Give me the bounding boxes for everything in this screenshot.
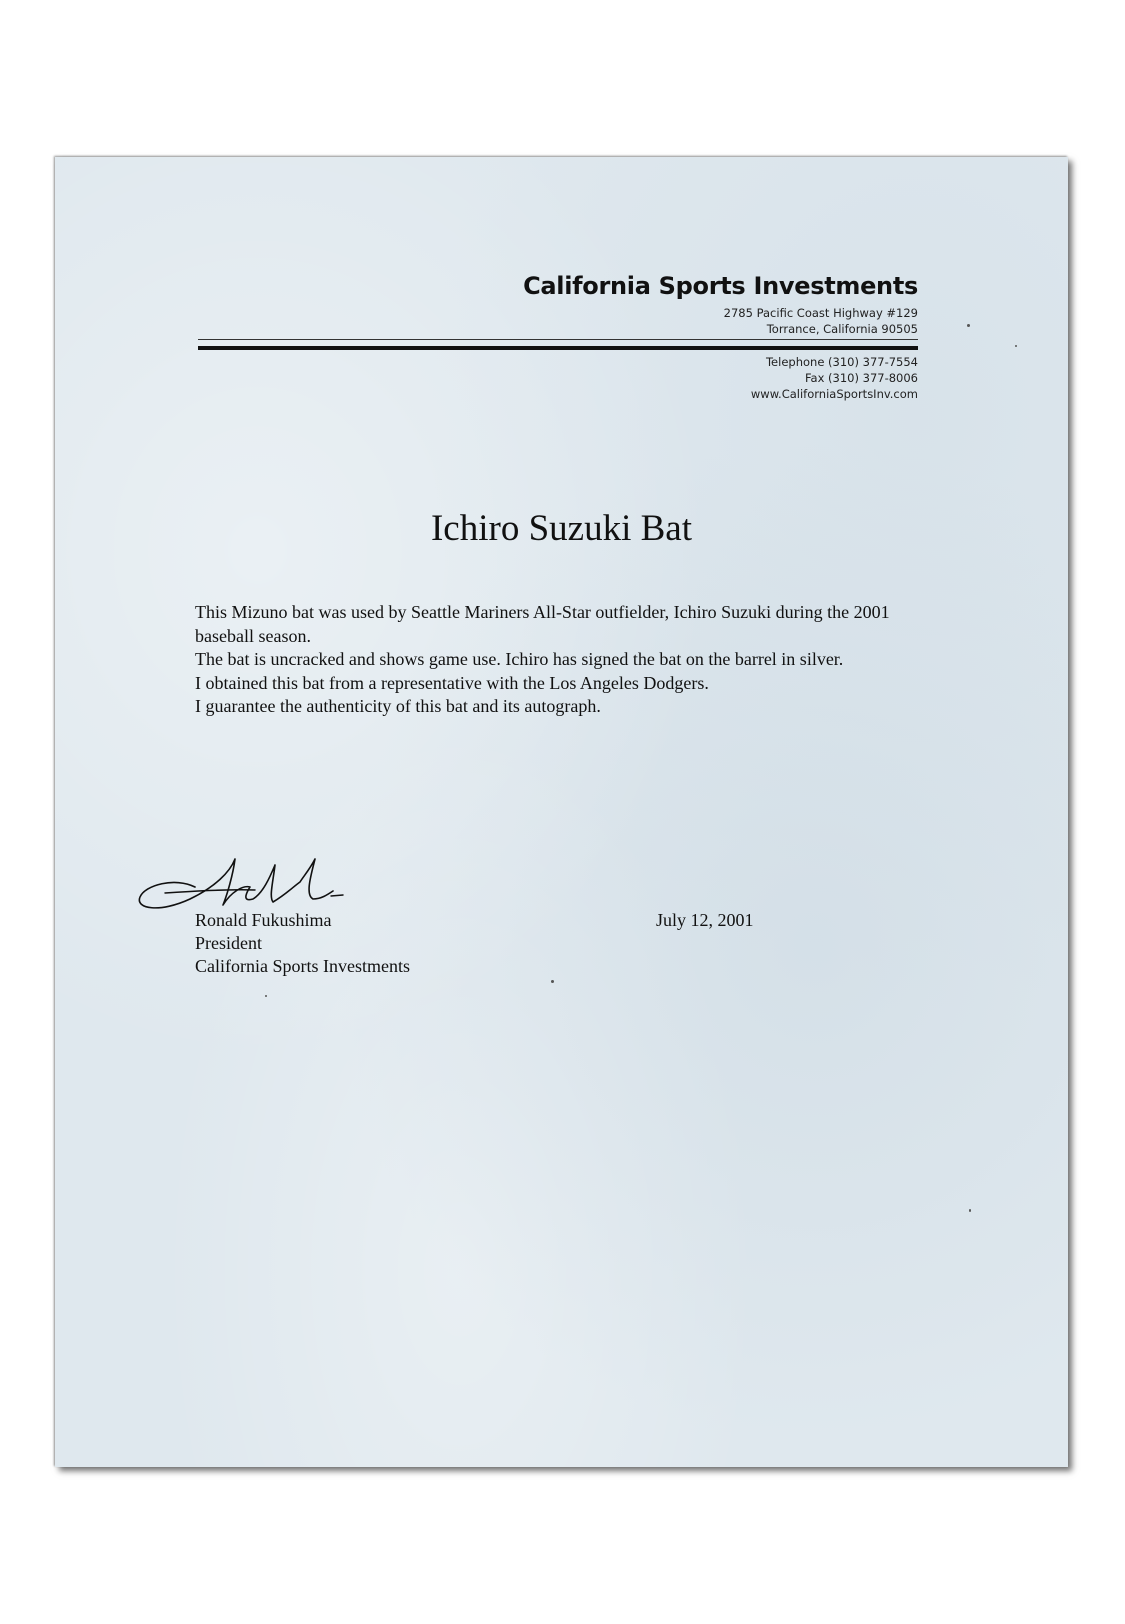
- letter-page: [55, 157, 1068, 1467]
- body-paragraph: The bat is uncracked and shows game use. Ichiro has signed the bat on the barrel in silver.: [195, 649, 844, 669]
- paper-speck: [969, 1209, 971, 1212]
- letterhead-website: www.CaliforniaSportsInv.com: [750, 387, 918, 401]
- paper-speck: [265, 995, 267, 997]
- signer-role: President: [195, 933, 262, 953]
- paper-speck: [967, 324, 970, 327]
- body-paragraph: This Mizuno bat was used by Seattle Mariners All-Star outfielder, Ichiro Suzuki during the 2001 baseball season.: [195, 602, 890, 646]
- letterhead-thick-rule: [198, 346, 918, 350]
- letter-body: [195, 601, 895, 719]
- body-paragraph: I guarantee the authenticity of this bat and its autograph.: [195, 696, 601, 716]
- letterhead-company-name: California Sports Investments: [523, 272, 918, 300]
- letterhead-address-line1: 2785 Pacific Coast Highway #129: [723, 306, 918, 320]
- signature-block: [195, 909, 410, 978]
- letter-date: July 12, 2001: [656, 910, 754, 930]
- letterhead-fax: Fax (310) 377-8006: [804, 371, 918, 385]
- letterhead-address-line2: Torrance, California 90505: [766, 322, 918, 336]
- letterhead-thin-rule: [198, 339, 918, 340]
- signer-company: California Sports Investments: [195, 956, 410, 976]
- document-title: Ichiro Suzuki Bat: [430, 508, 692, 549]
- letterhead-telephone: Telephone (310) 377-7554: [765, 355, 918, 369]
- body-paragraph: I obtained this bat from a representative with the Los Angeles Dodgers.: [195, 672, 709, 693]
- signer-name: Ronald Fukushima: [195, 910, 332, 930]
- paper-speck: [1015, 345, 1017, 347]
- paper-speck: [551, 980, 554, 983]
